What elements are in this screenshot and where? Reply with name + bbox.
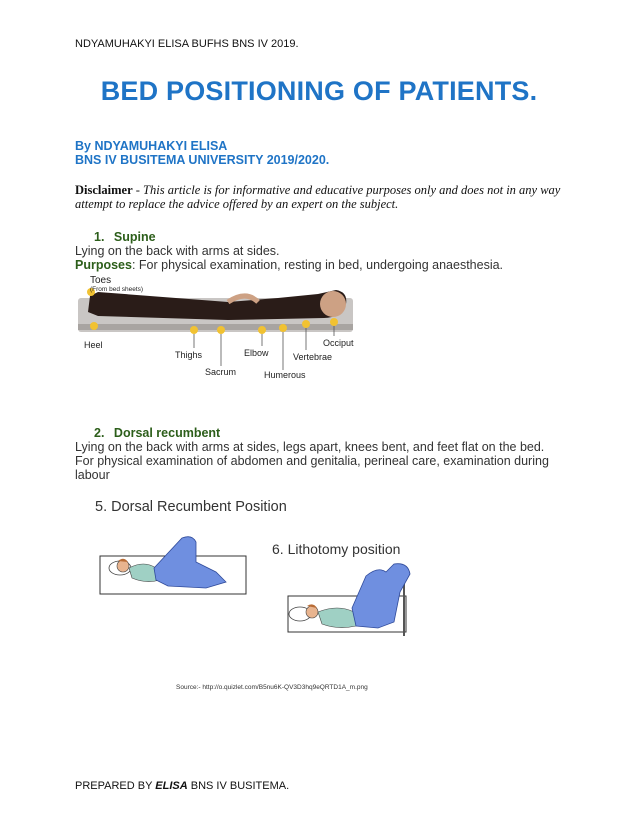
figure-source: Source:- http://o.quizlet.com/B5nu6K-QV3D3hq9eQRTD1A_m.png	[176, 684, 368, 691]
label-occiput: Occiput	[323, 338, 354, 348]
disclaimer-text: - This article is for informative and educative purposes only and does not in any way attempt to replace the advice offered by an expert on the subject.	[75, 183, 561, 211]
label-sacrum: Sacrum	[205, 367, 237, 377]
section-2-heading	[94, 426, 220, 440]
section-2-description: Lying on the back with arms at sides, legs apart, knees bent, and feet flat on the bed. For physical examination of abdomen and genitalia, perineal care, examination during labour	[75, 440, 549, 482]
purposes-text: : For physical examination, resting in bed, undergoing anaesthesia.	[131, 258, 504, 272]
footer-prefix: PREPARED BY	[75, 780, 156, 792]
footer-name: ELISA	[155, 780, 188, 792]
section-2-number: 2.	[94, 426, 105, 440]
section-1-heading	[94, 230, 156, 244]
thighs-point	[190, 326, 198, 334]
label-heel: Heel	[84, 340, 103, 350]
label-humerous: Humerous	[264, 370, 306, 380]
page-footer	[75, 780, 289, 792]
label-vertebrae: Vertebrae	[293, 352, 333, 362]
footer-suffix: BNS IV BUSITEMA.	[187, 780, 290, 792]
label-toes-sub: (From bed sheets)	[90, 286, 144, 293]
author-name: By NDYAMUHAKYI ELISA	[75, 139, 228, 153]
elbow-point	[258, 326, 266, 334]
head-shape	[320, 291, 346, 317]
figure-title-dorsal-recumbent: 5. Dorsal Recumbent Position	[95, 499, 287, 515]
figure-title-lithotomy: 6. Lithotomy position	[272, 541, 401, 557]
label-elbow: Elbow	[244, 348, 269, 358]
occiput-point	[330, 318, 338, 326]
bed-edge	[78, 324, 353, 330]
section-1-number: 1.	[94, 230, 105, 244]
humerous-point	[279, 324, 287, 332]
label-toes: Toes	[90, 275, 112, 286]
sacrum-point	[217, 326, 225, 334]
section-1-purposes	[75, 258, 575, 272]
label-thighs: Thighs	[175, 350, 203, 360]
body-silhouette	[88, 290, 346, 320]
author-block	[75, 139, 329, 167]
vertebrae-point	[302, 320, 310, 328]
heel-point	[90, 322, 98, 330]
disclaimer-label: Disclaimer	[75, 183, 133, 197]
dorsal-recumbent-figure	[96, 532, 251, 598]
page-title: BED POSITIONING OF PATIENTS.	[100, 76, 538, 106]
section-1-description: Lying on the back with arms at sides.	[75, 244, 280, 258]
purposes-label: Purposes	[75, 258, 132, 272]
patient-gown	[318, 608, 356, 628]
section-1-title: Supine	[113, 230, 156, 244]
disclaimer	[75, 183, 575, 211]
lithotomy-figure	[282, 556, 422, 642]
section-2-title: Dorsal recumbent	[113, 426, 221, 440]
author-affiliation: BNS IV BUSITEMA UNIVERSITY 2019/2020.	[75, 153, 330, 167]
page-header: NDYAMUHAKYI ELISA BUFHS BNS IV 2019.	[75, 38, 299, 50]
